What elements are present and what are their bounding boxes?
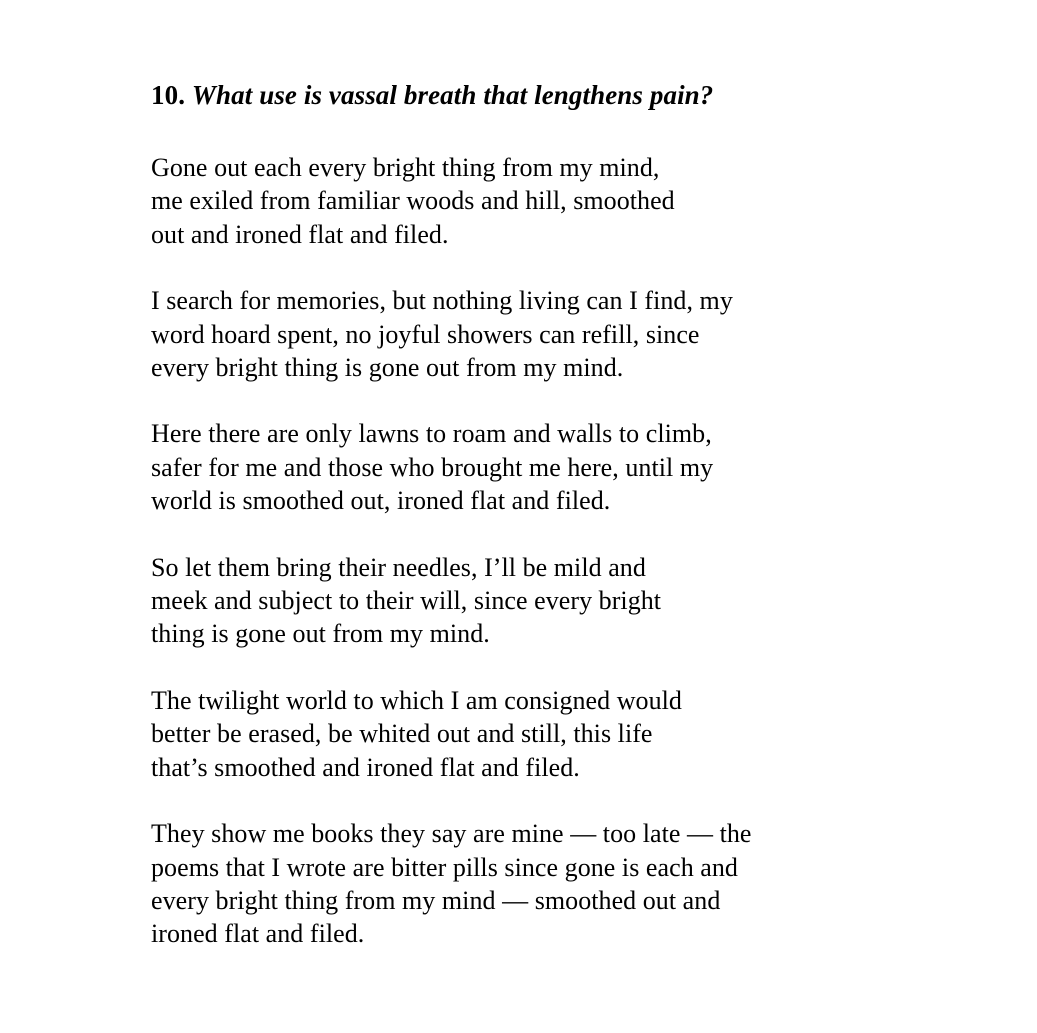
poem-line: every bright thing from my mind — smoothed out and <box>151 885 721 915</box>
poem-line: every bright thing is gone out from my mind. <box>151 353 624 383</box>
stanza-list <box>151 151 911 951</box>
poem-line: poems that I wrote are bitter pills since gone is each and <box>151 852 738 882</box>
stanza <box>151 684 911 784</box>
stanza <box>151 417 911 517</box>
poem-line: The twilight world to which I am consigned would <box>151 685 682 715</box>
stanza <box>151 817 911 951</box>
page-title <box>151 78 911 112</box>
poem-body <box>151 78 911 951</box>
poem-line: Here there are only lawns to roam and walls to climb, <box>151 419 712 449</box>
stanza <box>151 551 911 651</box>
poem-line: thing is gone out from my mind. <box>151 619 490 649</box>
poem-title-text: What use is vassal breath that lengthens pain? <box>191 80 714 110</box>
poem-line: better be erased, be whited out and still, this life <box>151 719 653 749</box>
poem-line: word hoard spent, no joyful showers can refill, since <box>151 319 700 349</box>
poem-line: world is smoothed out, ironed flat and filed. <box>151 486 611 516</box>
poem-line: ironed flat and filed. <box>151 919 365 949</box>
poem-line: They show me books they say are mine — too late — the <box>151 819 752 849</box>
poem-line: me exiled from familiar woods and hill, smoothed <box>151 186 675 216</box>
poem-line: So let them bring their needles, I’ll be mild and <box>151 552 646 582</box>
poem-line: out and ironed flat and filed. <box>151 219 449 249</box>
poem-line: safer for me and those who brought me here, until my <box>151 452 714 482</box>
poem-line: Gone out each every bright thing from my mind, <box>151 153 660 182</box>
poem-line: meek and subject to their will, since every bright <box>151 586 662 616</box>
poem-line: that’s smoothed and ironed flat and filed. <box>151 752 580 782</box>
poem-line: I search for memories, but nothing living can I find, my <box>151 286 733 316</box>
stanza <box>151 151 911 251</box>
stanza <box>151 284 911 384</box>
poem-number: 10. <box>151 80 186 110</box>
